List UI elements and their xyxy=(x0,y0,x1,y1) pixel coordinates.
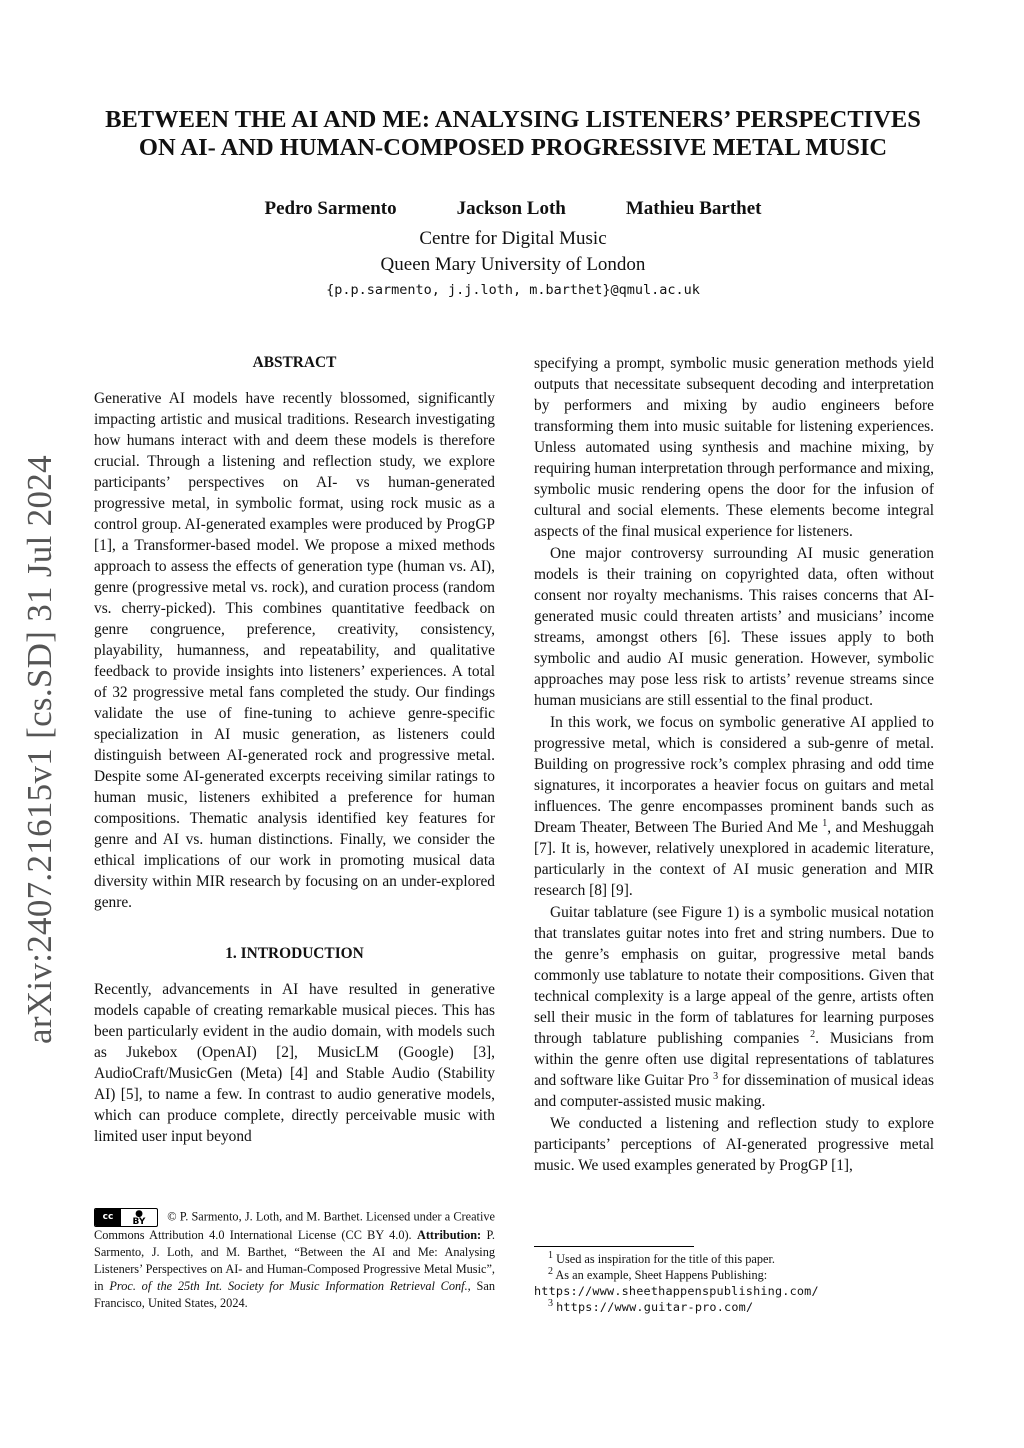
attribution-venue: Proc. of the 25th Int. Society for Music Information Retrieval Conf., xyxy=(109,1279,471,1293)
author-name: Jackson Loth xyxy=(456,198,566,219)
introduction-heading: 1. INTRODUCTION xyxy=(225,945,364,962)
author-emails: {p.p.sarmento, j.j.loth, m.barthet}@qmul.ac.uk xyxy=(326,282,700,298)
footnote-number: 1 xyxy=(548,1249,553,1261)
paper-title-line-1: BETWEEN THE AI AND ME: ANALYSING LISTENERS’ PERSPECTIVES xyxy=(105,106,921,133)
cc-by-license-icon xyxy=(94,1208,158,1227)
footnote-divider xyxy=(534,1246,694,1247)
footnote-marker[interactable]: 1 xyxy=(822,817,828,829)
license-copyright: © P. Sarmento, J. Loth, and M. Barthet. Licensed under a Creative Commons Attribution 4.0 International License (CC BY 4.0). xyxy=(94,1209,495,1242)
paper-title-line-2: ON AI- AND HUMAN-COMPOSED PROGRESSIVE METAL MUSIC xyxy=(138,134,888,161)
attribution-text: P. Sarmento, J. Loth, and M. Barthet, “Between the AI and Me: Analysing Listeners’ Perspectives on AI- and Human-Composed Progressive Metal Music”, in xyxy=(94,1228,496,1293)
cc-badge-label: cc xyxy=(95,1209,121,1226)
text-run: , and Meshuggah [7]. It is, however, relatively unexplored in academic literature, particularly in the context of AI music generation and MIR research [8] [9]. xyxy=(534,819,934,899)
body-paragraph xyxy=(534,712,934,901)
author-name: Pedro Sarmento xyxy=(264,198,397,219)
text-run: In this work, we focus on symbolic generative AI applied to progressive metal, which is considered a sub-genre of metal. Building on progressive rock’s complex phrasing and odd time signatures, it incorporates a heavier focus on guitars and metal influences. The genre encompasses prominent bands such as Dream Theater, Between The Buried And Me xyxy=(534,714,934,836)
author-name: Mathieu Barthet xyxy=(625,198,762,219)
affiliation xyxy=(160,226,866,278)
footnote-number: 2 xyxy=(548,1265,553,1277)
footnote-text: Used as inspiration for the title of this paper. xyxy=(556,1252,775,1266)
author-list xyxy=(160,198,866,220)
introduction-paragraph: Recently, advancements in AI have resulted in generative models capable of creating remarkable musical pieces. This has been particularly evident in the audio domain, with models such as Jukebox (OpenAI) [2], MusicLM (Google) [3], AudioCraft/MusicGen (Meta) [4] and Stable Audio (Stability AI) [5], to name a few. In contrast to audio generative models, which can produce complete, directly perceivable music with limited user input beyond xyxy=(94,981,495,1145)
footnote-link[interactable]: https://www.guitar-pro.com/ xyxy=(556,1300,754,1314)
attribution-label: Attribution: xyxy=(416,1228,482,1242)
left-column xyxy=(94,352,495,1147)
text-run: . Musicians from within the genre often use digital representations of tablatures and software like Guitar Pro xyxy=(534,1030,934,1089)
text-run: Guitar tablature (see Figure 1) is a symbolic musical notation that translates guitar notes into fret and string numbers. Due to the genre’s emphasis on guitar, progressive metal bands commonly use tablature to notate their compositions. Given that technical complexity is a large appeal of the genre, artists often sell their music in the form of tablatures for learning purposes through tablature publishing companies xyxy=(534,904,934,1047)
footnotes xyxy=(534,1251,934,1315)
abstract-text: Generative AI models have recently blossomed, significantly impacting artistic and musical traditions. Research investigating how humans interact with and deem these models is therefore crucial. Through a listening and reflection study, we explore participants’ perspectives on AI- vs human-generated progressive metal, in symbolic format, using rock music as a control group. AI-generated examples were produced by ProgGP [1], a Transformer-based model. We propose a mixed methods approach to assess the effects of generation type (human vs. AI), genre (progressive metal vs. rock), and curation process (random vs. cherry-picked). This combines quantitative feedback on genre congruence, preference, creativity, consistency, playability, humanness, and repeatability, and qualitative feedback to provide insights into listeners’ experiences. A total of 32 progressive metal fans completed the study. Our findings validate the use of fine-tuning to achieve genre-specific specialization in AI music generation, as listeners could distinguish between AI-generated rock and progressive metal. Despite some AI-generated excerpts receiving similar ratings to human music, listeners exhibited a preference for human compositions. Thematic analysis identified key features for genre and AI vs. human distinctions. Finally, we consider the ethical implications of our work in promoting musical data diversity within MIR research by focusing on an under-explored genre. xyxy=(94,390,495,911)
body-paragraph xyxy=(534,902,934,1112)
by-badge-label: BY xyxy=(132,1216,146,1227)
affiliation-university: Queen Mary University of London xyxy=(380,254,646,275)
right-column xyxy=(534,353,934,1176)
footnote-text: As an example, Sheet Happens Publishing: xyxy=(555,1268,768,1282)
affiliation-department: Centre for Digital Music xyxy=(419,228,607,249)
abstract-heading: ABSTRACT xyxy=(252,354,337,371)
footnote-number: 3 xyxy=(548,1297,553,1309)
footnote-3 xyxy=(534,1299,934,1315)
text-run: for dissemination of musical ideas and computer-assisted music making. xyxy=(534,1072,934,1110)
body-paragraph: specifying a prompt, symbolic music generation methods yield outputs that necessitate subsequent decoding and interpretation by performers and mixing by audio engineers before transforming them into music suitable for listening experiences. Unless automated using synthesis and machine mixing, by requiring human interpretation through performance and mixing, symbolic music rendering opens the door for the infusion of cultural and social elements. These elements become integral aspects of the final musical experience for listeners. xyxy=(534,355,934,540)
arxiv-identifier: arXiv:2407.21615v1 [cs.SD] 31 Jul 2024 xyxy=(20,455,59,1045)
footnote-marker[interactable]: 2 xyxy=(810,1028,816,1040)
footnote-link[interactable]: https://www.sheethappenspublishing.com/ xyxy=(534,1284,819,1298)
by-badge xyxy=(121,1210,157,1226)
person-icon: ● xyxy=(135,1208,143,1219)
footnote-marker[interactable]: 3 xyxy=(713,1070,719,1082)
paper-title xyxy=(70,106,956,162)
body-paragraph: We conducted a listening and reflection study to explore participants’ perceptions of AI-generated progressive metal music. We used examples generated by ProgGP [1], xyxy=(534,1115,934,1174)
footnote-1 xyxy=(534,1251,934,1267)
body-paragraph: One major controversy surrounding AI music generation models is their training on copyrighted data, often without consent nor royalty mechanisms. This raises concerns that AI-generated music could threaten artists’ and musicians’ income streams, amongst others [6]. These issues apply to both symbolic and audio AI music generation. However, symbolic approaches may pose less risk to artists’ revenue streams since human musicians are still essential to the final product. xyxy=(534,545,934,709)
footnote-2 xyxy=(534,1267,934,1299)
attribution-location: San Francisco, United States, 2024. xyxy=(94,1279,495,1310)
license-footnote xyxy=(94,1208,495,1312)
